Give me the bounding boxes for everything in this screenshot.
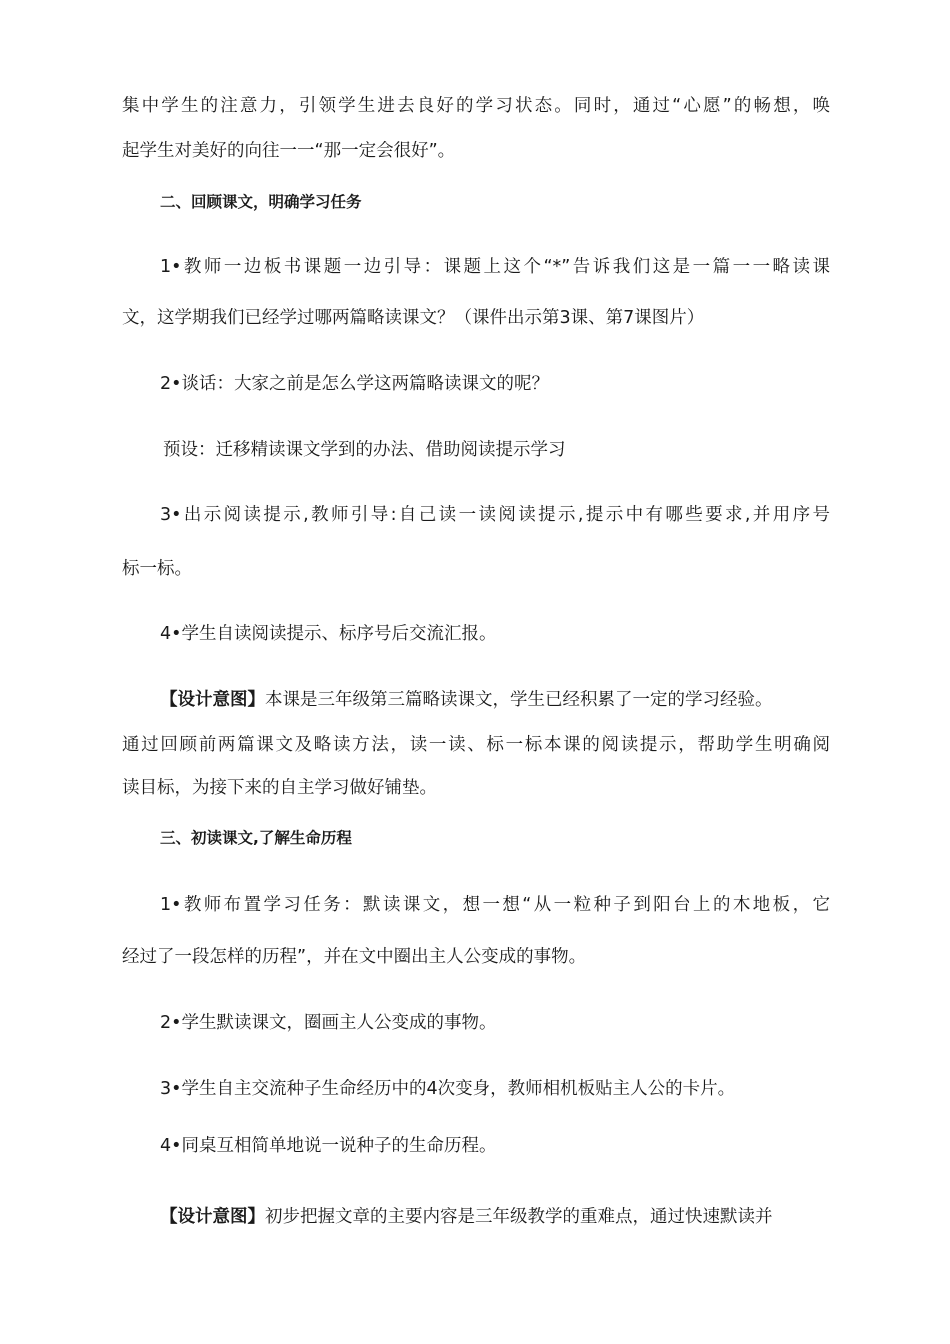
paragraph-line: 经过了一段怎样的历程”，并在文中圈出主人公变成的事物。 [122, 947, 587, 967]
paragraph-line: 标一标。 [122, 559, 192, 579]
paragraph-line: 集中学生的注意力，引领学生进去良好的学习状态。同时，通过“心愿”的畅想，唤 [122, 96, 830, 116]
design-intent-line [160, 688, 773, 712]
paragraph-line: 通过回顾前两篇课文及略读方法，读一读、标一标本课的阅读提示，帮助学生明确阅 [122, 735, 830, 755]
paragraph-line: 4•同桌互相简单地说一说种子的生命历程。 [160, 1136, 497, 1156]
paragraph-line: 2•学生默读课文，圈画主人公变成的事物。 [160, 1013, 497, 1033]
paragraph-line: 3•学生自主交流种子生命经历中的4次变身，教师相机板贴主人公的卡片。 [160, 1079, 736, 1099]
design-intent-text: 本课是三年级第三篇略读课文，学生已经积累了一定的学习经验。 [265, 690, 773, 710]
paragraph-line: 读目标，为接下来的自主学习做好铺垫。 [122, 778, 437, 798]
design-intent-text: 初步把握文章的主要内容是三年级教学的重难点，通过快速默读并 [265, 1207, 773, 1227]
paragraph-line: 预设：迁移精读课文学到的办法、借助阅读提示学习 [163, 440, 566, 460]
section-heading-2: 二、回顾课文，明确学习任务 [160, 193, 362, 211]
design-intent-line [160, 1205, 773, 1229]
design-intent-label: 【设计意图】 [160, 1207, 265, 1227]
paragraph-line: 4•学生自读阅读提示、标序号后交流汇报。 [160, 624, 497, 644]
paragraph-line: 起学生对美好的向往一一“那一定会很好”。 [122, 141, 456, 161]
paragraph-line: 3•出示阅读提示,教师引导:自己读一读阅读提示,提示中有哪些要求,并用序号 [160, 505, 830, 525]
paragraph-line: 2•谈话：大家之前是怎么学这两篇略读课文的呢？ [160, 374, 549, 394]
paragraph-line: 1•教师布置学习任务：默读课文，想一想“从一粒种子到阳台上的木地板，它 [160, 895, 830, 915]
paragraph-line: 1•教师一边板书课题一边引导：课题上这个“*”告诉我们这是一篇一一略读课 [160, 257, 830, 277]
section-heading-3: 三、初读课文,了解生命历程 [160, 829, 352, 847]
design-intent-label: 【设计意图】 [160, 690, 265, 710]
paragraph-line: 文，这学期我们已经学过哪两篇略读课文？（课件出示第3课、第7课图片） [122, 308, 705, 328]
